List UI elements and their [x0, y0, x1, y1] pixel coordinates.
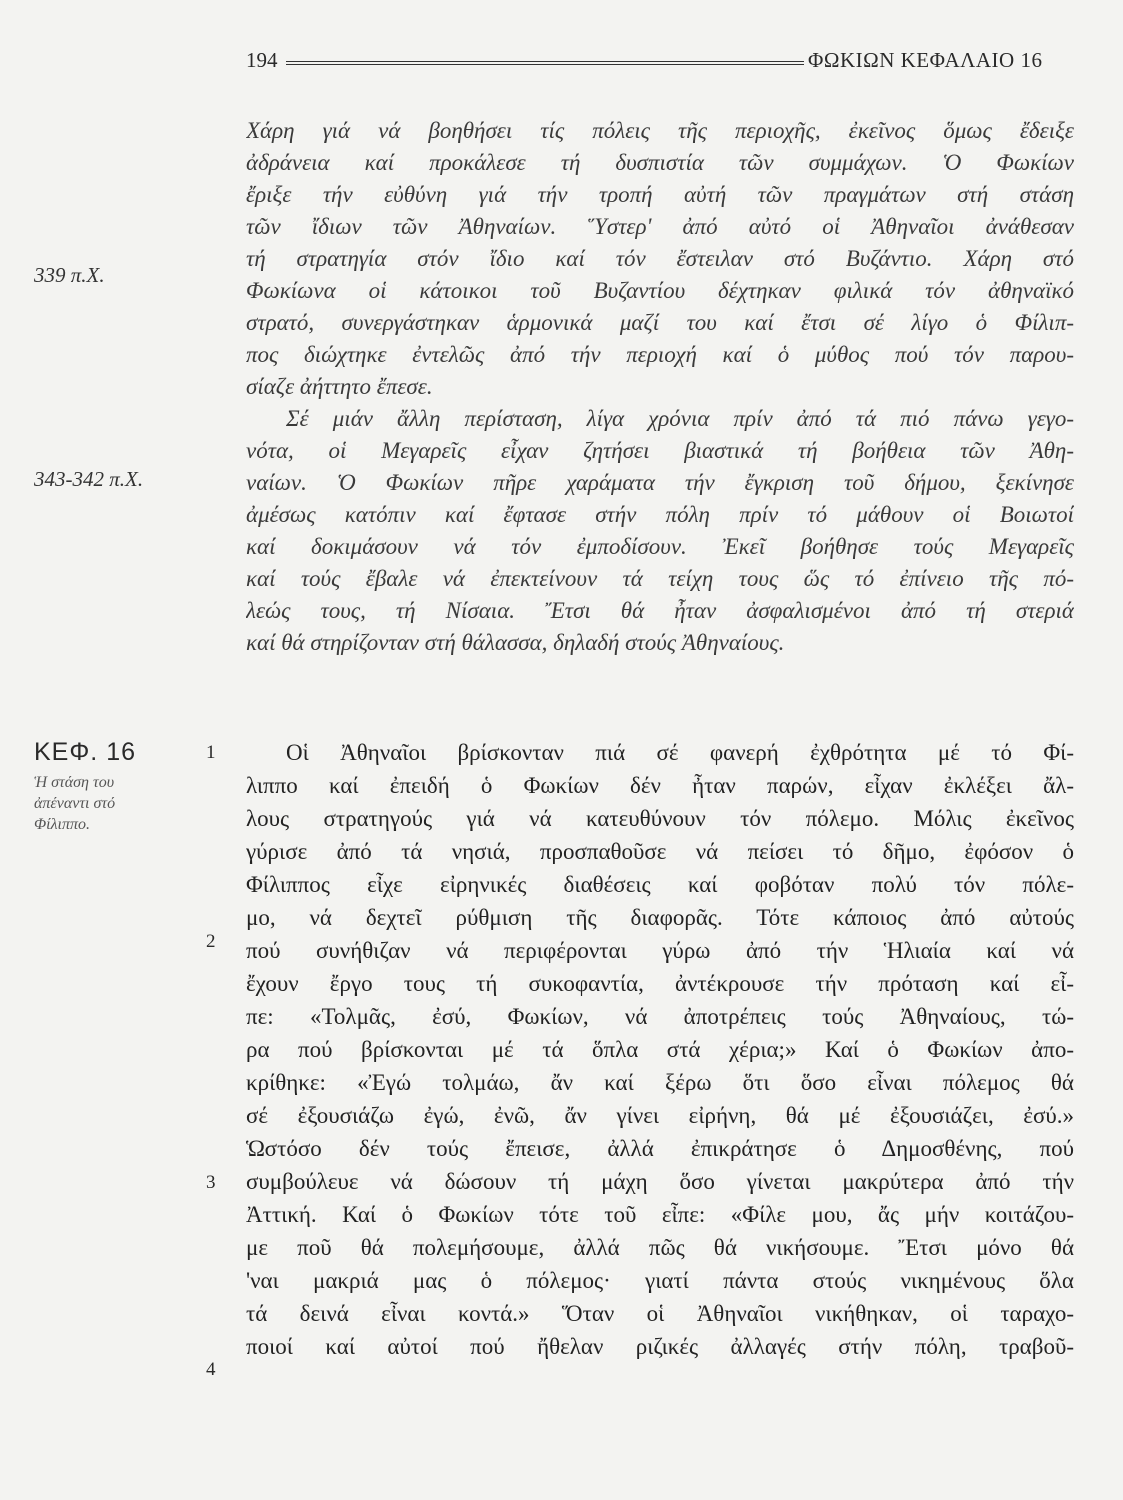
text-line: ρα πού βρίσκονται μέ τά ὅπλα στά χέρια;» Καί ὁ Φωκίων ἀπο-: [246, 1037, 1074, 1062]
text-line: Χάρη γιά νά βοηθήσει τίς πόλεις τῆς περιοχῆς, ἐκεῖνος ὅμως ἔδειξε: [246, 118, 1074, 143]
text-line: Οἱ Ἀθηναῖοι βρίσκονταν πιά σέ φανερή ἐχθρότητα μέ τό Φί-: [286, 740, 1074, 765]
text-line: 'ναι μακριά μας ὁ πόλεμος· γιατί πάντα στούς νικημένους ὅλα: [246, 1268, 1074, 1293]
running-title: ΦΩΚΙΩΝ ΚΕΦΑΛΑΙΟ 16: [808, 48, 1043, 72]
text-line: σέ ἐξουσιάζω ἐγώ, ἐνῶ, ἄν γίνει εἰρήνη, θά μέ ἐξουσιάζει, ἐσύ.»: [246, 1103, 1074, 1128]
text-line: στρατό, συνεργάστηκαν ἁρμονικά μαζί του καί ἔτσι σέ λίγο ὁ Φίλιπ-: [246, 310, 1074, 335]
text-line: γύρισε ἀπό τά νησιά, προσπαθοῦσε νά πείσει τό δῆμο, ἐφόσον ὁ: [246, 839, 1074, 864]
text-line: λιππο καί ἐπειδή ὁ Φωκίων δέν ἦταν παρών, εἶχαν ἐκλέξει ἄλ-: [246, 773, 1074, 798]
text-line: τά δεινά εἶναι κοντά.» Ὅταν οἱ Ἀθηναῖοι νικήθηκαν, οἱ ταραχο-: [246, 1301, 1074, 1326]
header-double-rule: [286, 61, 804, 65]
text-line: ἀμέσως κατόπιν καί ἔφτασε στήν πόλη πρίν τό μάθουν οἱ Βοιωτοί: [246, 502, 1074, 527]
margin-date-339: 339 π.Χ.: [34, 263, 105, 287]
text-line: πού συνήθιζαν νά περιφέρονται γύρω ἀπό τήν Ἡλιαία καί νά: [246, 938, 1074, 963]
text-line: με ποῦ θά πολεμήσουμε, ἀλλά πῶς θά νικήσουμε. Ἔτσι μόνο θά: [246, 1235, 1074, 1260]
text-line: Φωκίωνα οἱ κάτοικοι τοῦ Βυζαντίου δέχτηκαν φιλικά τόν ἀθηναϊκό: [246, 278, 1074, 303]
text-line: τή στρατηγία στόν ἴδιο καί τόν ἔστειλαν στό Βυζάντιο. Χάρη στό: [246, 246, 1074, 271]
text-line: συμβούλευε νά δώσουν τή μάχη ὅσο γίνεται μακρύτερα ἀπό τήν: [246, 1169, 1074, 1194]
text-line: Σέ μιάν ἄλλη περίσταση, λίγα χρόνια πρίν ἀπό τά πιό πάνω γεγο-: [286, 406, 1074, 431]
text-line: ποιοί καί αὐτοί πού ἤθελαν ριζικές ἀλλαγές στήν πόλη, τραβοῦ-: [246, 1334, 1074, 1359]
text-line: πος διώχτηκε ἐντελῶς ἀπό τήν περιοχή καί ὁ μύθος πού τόν παρου-: [246, 342, 1074, 367]
text-line: ναίων. Ὁ Φωκίων πῆρε χαράματα τήν ἔγκριση τοῦ δήμου, ξεκίνησε: [246, 470, 1074, 495]
text-line: σίαζε ἀήττητο ἔπεσε.: [246, 374, 433, 399]
running-header: [246, 48, 1074, 78]
text-line: λεώς τους, τή Νίσαια. Ἔτσι θά ἦταν ἀσφαλισμένοι ἀπό τή στεριά: [246, 598, 1074, 623]
text-line: καί τούς ἔβαλε νά ἐπεκτείνουν τά τείχη τους ὥς τό ἐπίνειο τῆς πό-: [246, 566, 1074, 591]
chapter-heading: ΚΕΦ. 16: [34, 738, 136, 766]
chapter-subtitle-line: ἀπέναντι στό: [34, 795, 116, 812]
chapter-subtitle-line: Ἡ στάση του: [34, 774, 115, 791]
text-line: καί θά στηρίζονταν στή θάλασσα, δηλαδή στούς Ἀθηναίους.: [246, 630, 785, 655]
paragraph-number: 3: [206, 1172, 216, 1193]
text-line: Ὡστόσο δέν τούς ἔπεισε, ἀλλά ἐπικράτησε ὁ Δημοσθένης, πού: [246, 1136, 1074, 1161]
paragraph-number: 4: [206, 1359, 216, 1380]
text-line: νότα, οἱ Μεγαρεῖς εἶχαν ζητήσει βιαστικά τή βοήθεια τῶν Ἀθη-: [246, 438, 1074, 463]
text-line: τῶν ἴδιων τῶν Ἀθηναίων. Ὕστερ' ἀπό αὐτό οἱ Ἀθηναῖοι ἀνάθεσαν: [246, 214, 1074, 239]
paragraph-number: 2: [206, 931, 216, 952]
text-line: πε: «Τολμᾶς, ἐσύ, Φωκίων, νά ἀποτρέπεις τούς Ἀθηναίους, τώ-: [246, 1004, 1074, 1029]
text-line: ἀδράνεια καί προκάλεσε τή δυσπιστία τῶν συμμάχων. Ὁ Φωκίων: [246, 150, 1074, 175]
page-number: 194: [246, 48, 278, 72]
chapter-subtitle: [34, 772, 184, 835]
text-line: λους στρατηγούς γιά νά κατευθύνουν τόν πόλεμο. Μόλις ἐκεῖνος: [246, 806, 1074, 831]
text-line: κρίθηκε: «Ἐγώ τολμάω, ἄν καί ξέρω ὅτι ὅσο εἶναι πόλεμος θά: [246, 1070, 1074, 1095]
margin-date-343-342: 343-342 π.Χ.: [34, 467, 144, 491]
text-line: καί δοκιμάσουν νά τόν ἐμποδίσουν. Ἐκεῖ βοήθησε τούς Μεγαρεῖς: [246, 534, 1074, 559]
text-line: μο, νά δεχτεῖ ρύθμιση τῆς διαφορᾶς. Τότε κάποιος ἀπό αὐτούς: [246, 905, 1074, 930]
text-line: ἔχουν ἔργο τους τή συκοφαντία, ἀντέκρουσε τήν πρόταση καί εἶ-: [246, 971, 1074, 996]
text-line: Ἀττική. Καί ὁ Φωκίων τότε τοῦ εἶπε: «Φίλε μου, ἄς μήν κοιτάζου-: [246, 1202, 1074, 1227]
paragraph-number: 1: [206, 742, 216, 763]
text-line: ἔριξε τήν εὐθύνη γιά τήν τροπή αὐτή τῶν πραγμάτων στή στάση: [246, 182, 1074, 207]
chapter-subtitle-line: Φίλιππο.: [34, 816, 91, 833]
text-line: Φίλιππος εἶχε εἰρηνικές διαθέσεις καί φοβόταν πολύ τόν πόλε-: [246, 872, 1074, 897]
